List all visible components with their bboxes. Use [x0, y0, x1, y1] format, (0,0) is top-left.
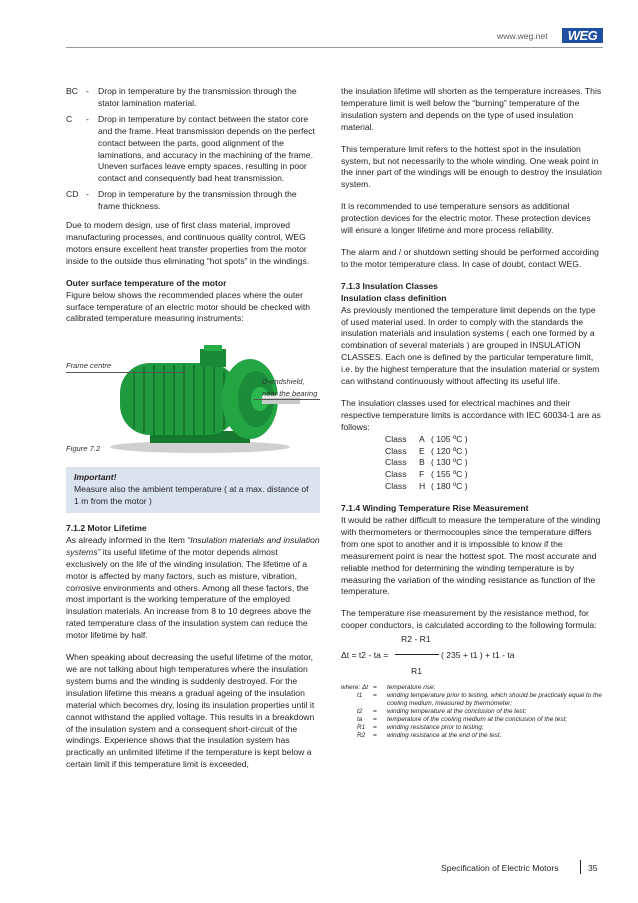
paragraph-right-2: This temperature limit refers to the hottest spot in the insulation system, but not necessarily to the whole winding. One weak point in the inner part of the windings will be enough to destroy the insulation system.	[341, 143, 602, 190]
definition-text: Drop in temperature by the transmission through the frame thickness.	[98, 189, 297, 212]
legend-symbol: R1	[357, 724, 366, 732]
left-column	[66, 86, 320, 771]
legend-text: temperature of the cooling medium at the conclusion of the test;	[387, 716, 568, 724]
class-row	[385, 457, 603, 469]
class-value: ( 180 ºC )	[431, 481, 468, 492]
formula-rhs: ( 235 + t1 ) + t1 - ta	[441, 650, 515, 661]
footer-title: Specification of Electric Motors	[441, 863, 559, 873]
figure-motor	[66, 335, 320, 457]
lifetime-lead: As already informed in the Item	[66, 534, 185, 545]
paragraph-right-1: the insulation lifetime will shorten as the temperature increases. This temperature limit is well below the “burning” temperature of the insulation system and depends on the type of used insulation material.	[341, 86, 602, 132]
footer-separator	[580, 860, 581, 874]
definition-bc	[66, 86, 320, 110]
heading-motor-lifetime: 7.1.2 Motor Lifetime	[66, 523, 147, 534]
legend-equals: =	[373, 732, 377, 740]
class-letter: F	[419, 469, 425, 480]
formula-fraction-bar	[395, 654, 439, 655]
formula-denominator: R1	[411, 666, 422, 677]
definition-text: Drop in temperature by the transmission through the stator lamination material.	[98, 86, 297, 108]
important-title: Important!	[74, 472, 117, 483]
legend-text: winding temperature prior to testing, which should be practically equal to the cooling medium, measured by thermometer;	[387, 692, 602, 708]
class-letter: B	[419, 457, 425, 468]
legend-equals: =	[373, 684, 377, 692]
lifetime-italic-ref: “Insulation materials and insulation systems”	[66, 534, 320, 557]
heading-insulation-classes: 7.1.3 Insulation Classes	[341, 280, 438, 291]
legend-equals: =	[373, 716, 377, 724]
leader-frame-centre	[66, 372, 186, 373]
right-column	[341, 86, 603, 740]
class-value: ( 155 ºC )	[431, 469, 468, 480]
definition-code: C	[66, 113, 73, 124]
formula-legend	[341, 684, 603, 740]
page-number: 35	[588, 863, 598, 873]
heading-outer-surface: Outer surface temperature of the motor	[66, 277, 227, 288]
definition-dash: -	[86, 113, 89, 124]
definition-cd	[66, 189, 320, 213]
heading-temperature-rise: 7.1.4 Winding Temperature Rise Measurement	[341, 503, 529, 514]
legend-symbol: ta	[357, 716, 363, 724]
legend-symbol: t1	[357, 692, 363, 700]
caption-de-endshield: D-endshield,	[262, 377, 305, 387]
definition-dash: -	[86, 86, 89, 96]
class-value: ( 120 ºC )	[431, 445, 468, 456]
paragraph-lifetime-1	[66, 535, 320, 642]
weg-logo	[562, 28, 603, 43]
leader-de-endshield	[254, 399, 320, 400]
paragraph-classes-intro: The insulation classes used for electrical machines and their respective temperature limits is accordance with IEC 60034-1 are as follows:	[341, 397, 601, 432]
figure-number: Figure 7.2	[66, 444, 101, 454]
caption-frame-centre: Frame centre	[66, 361, 112, 371]
legend-text: temperature rise;	[387, 684, 436, 692]
definition-code: BC	[66, 86, 78, 96]
formula-numerator: R2 - R1	[401, 634, 431, 645]
paragraph-lifetime-2: When speaking about decreasing the useful lifetime of the motor, we are not talking about high temperatures where the insulation system burns and the winding is suddenly destroyed. For the insulation lifetime this means a gradual ageing of the insulation material which becomes dry, losing its insulation properties until it cannot withstand the applied voltage. This results in a breakdown of the insulation system and a consequent short-circuit of the windings. Experience shows that the insulation system has practically an unlimited lifetime if the temperature is kept below a certain limit if this temperature limit is exceeded,	[66, 652, 315, 770]
class-label: Class	[385, 457, 407, 468]
class-letter: E	[419, 445, 425, 456]
class-label: Class	[385, 481, 407, 492]
insulation-class-list	[385, 434, 603, 493]
legend-row	[341, 684, 603, 692]
class-row	[385, 469, 603, 481]
class-label: Class	[385, 445, 407, 456]
legend-text: winding resistance at the end of the test.	[387, 732, 502, 740]
definition-c	[66, 114, 320, 185]
legend-symbol: t2	[357, 708, 363, 716]
paragraph-design: Due to modern design, use of first class material, improved manufacturing processes, and continuous quality control, WEG motors ensure excellent heat transfer properties from the motor inside to the outside thus eliminating “hot spots” in the windings.	[66, 220, 310, 266]
class-row	[385, 446, 603, 458]
legend-row	[341, 724, 603, 732]
formula	[341, 632, 603, 682]
legend-symbol: R2	[357, 732, 366, 740]
class-label: Class	[385, 469, 407, 480]
class-label: Class	[385, 433, 407, 444]
legend-row	[341, 692, 603, 708]
legend-row	[341, 708, 603, 716]
formula-lhs: Δt = t2 - ta =	[341, 650, 389, 661]
header-divider	[66, 47, 603, 48]
legend-equals: =	[373, 708, 377, 716]
logo-text: WEG	[567, 27, 598, 43]
legend-text: winding temperature at the conclusion of the test;	[387, 708, 527, 716]
important-note	[66, 467, 320, 513]
paragraph-right-4: The alarm and / or shutdown setting should be performed according to the motor temperature class. In case of doubt, contact WEG.	[341, 246, 599, 269]
paragraph-outer-surface: Figure below shows the recommended places where the outer surface temperature of an electric motor should be checked with calibrated temperature measuring instruments:	[66, 289, 311, 324]
header-url[interactable]: www.weg.net	[497, 31, 548, 41]
legend-text: winding resistance prior to testing;	[387, 724, 484, 732]
class-value: ( 130 ºC )	[431, 457, 468, 468]
legend-equals: =	[373, 724, 377, 732]
important-text: Measure also the ambient temperature ( at a max. distance of 1 m from the motor )	[74, 484, 309, 507]
legend-symbol: where: Δt	[341, 684, 369, 692]
class-letter: H	[419, 481, 426, 492]
heading-insulation-definition: Insulation class definition	[341, 292, 447, 303]
class-row	[385, 434, 603, 446]
definition-dash: -	[86, 189, 89, 200]
legend-row	[341, 732, 603, 740]
paragraph-formula-intro: The temperature rise measurement by the resistance method, for cooper conductors, is calculated according to the following formula:	[341, 608, 597, 631]
legend-equals: =	[373, 692, 377, 700]
class-row	[385, 481, 603, 493]
paragraph-insulation: As previously mentioned the temperature limit depends on the type of used material used. In order to comply with the standards the insulation materials and insulation systems ( each one formed by a combination of several materials ) are grouped in INSULATION CLASSES. Each one is defined by the particular temperature limit, i.e. by the highest temperature that the insulation material or system can withstand continuously without affecting its useful life.	[341, 304, 600, 387]
paragraph-right-3: It is recommended to use temperature sensors as additional protection devices for the electric motor. These protection devices will ensure a longer lifetime and more process reliability.	[341, 201, 591, 236]
paragraph-temperature-rise: It would be rather difficult to measure the temperature of the winding with thermometers or thermocouples since the temperature differs from one spot to another and it is impossible to know if the measurement point is near the hottest spot. The most accurate and reliable method for determining the winding temperature is by measuring the variation of the winding resistance as function of the temperature.	[341, 515, 601, 597]
definition-code: CD	[66, 189, 79, 200]
class-value: ( 105 ºC )	[431, 433, 468, 444]
lifetime-rest: its useful lifetime of the motor depends almost exclusively on the life of the winding insulation. The lifetime of a motor is affected by many factors, such as misture, vibration, corrosive environments and others. Among all these factors, the most important is the working temperature of the employed insulation materials. An increase from 8 to 10 degrees above the rated temperature class of the insulation system can reduce the motor lifetime by half.	[66, 546, 312, 641]
class-letter: A	[419, 433, 425, 444]
definition-text: Drop in temperature by contact between the stator core and the frame. Heat transmission depends on the perfect contact between the parts, good alignment of the laminations, and accuracy in the machining of the frame. Uneven surfaces leave empty spaces, resulting in poor contact and consequently bad heat transmission.	[98, 113, 315, 184]
caption-near-bearing: near the bearing	[262, 389, 318, 399]
legend-row	[341, 716, 603, 724]
